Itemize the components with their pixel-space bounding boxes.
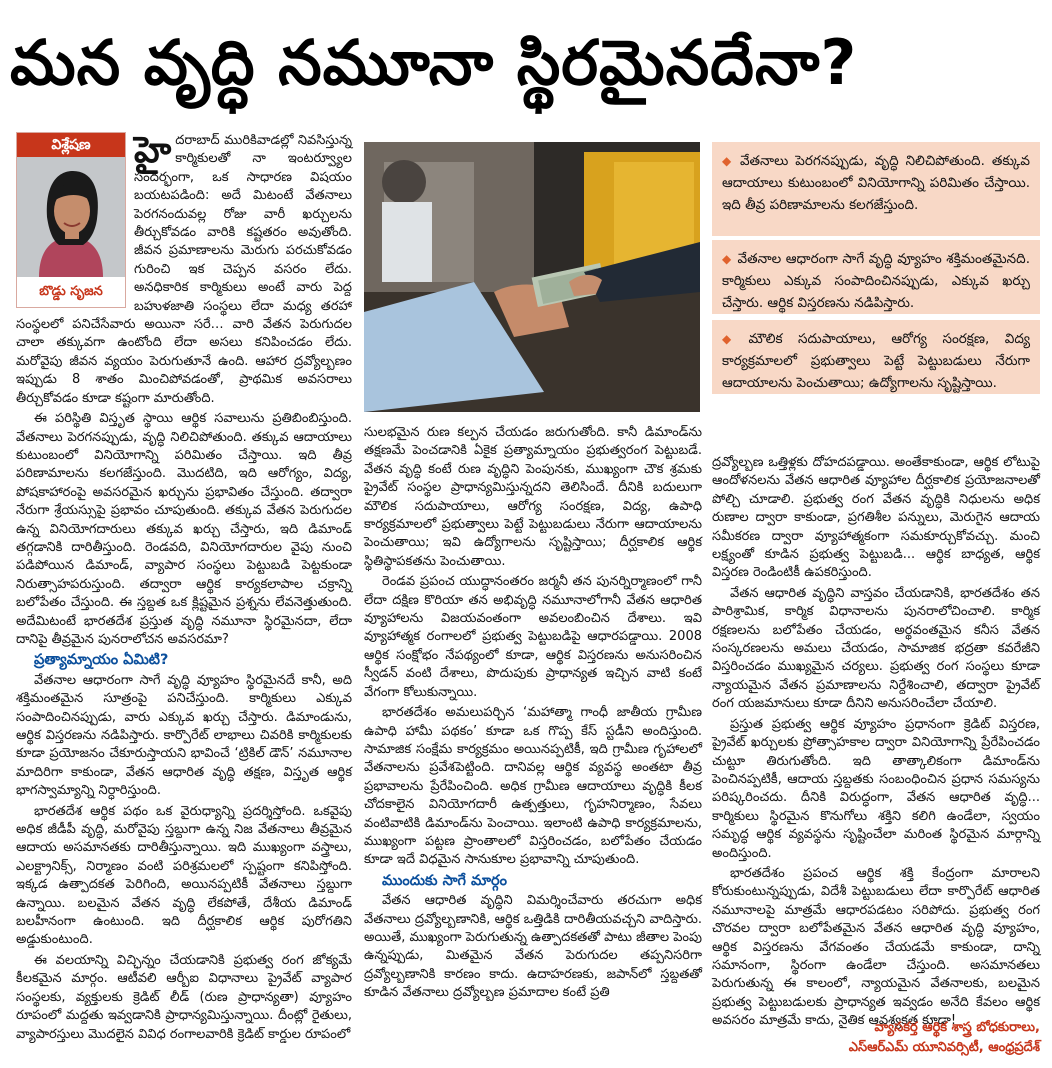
- subheading: ముందుకు సాగే మార్గం: [382, 872, 507, 889]
- author-portrait-icon: [17, 157, 125, 277]
- dropcap: హై: [134, 130, 172, 171]
- article-photo: [364, 142, 700, 412]
- diamond-bullet-icon: ◆: [722, 154, 734, 168]
- paragraph: ఈ పరిస్థితి విస్తృత స్థాయి ఆర్థిక సవాలును ప్రతిబింబిస్తుంది. వేతనాలు పెరగనప్పుడు, వృద్ధి నిలిచిపోతుంది. తక్కువ ఆదాయాలు కుటుంబంలో వినియోగాన్ని పరిమితం చేస్తాయి. ఇది తీవ్ర పరిణామాలను కలగజేస్తుంది. మొదటిది, ఇది ఆరోగ్యం, విద్య, పోషకాహారంపై అవసరమైన ఖర్చును ప్రభావితం చేస్తుంది. తద్వారా నేరుగా శ్రేయస్సుపై ప్రభావం చూపుతుంది. తక్కువ వేతన పెరుగుదల ఉన్న వినియోగదారులు తక్కువ ఖర్చు చేస్తారు, ఇది డిమాండ్ తగ్గడానికి దారితీస్తుంది. రెండవది, వినియోగదారుల వైపు నుంచి పడిపోయిన డిమాండ్, వ్యాపార సంస్థలు పెట్టుబడి పెట్టకుండా నిరుత్సాహపరుస్తుంది. తద్వారా ఆర్థిక కార్యకలాపాల చక్రాన్ని బలోపేతం చేస్తుంది. ఈ స్తబ్దత ఒక క్లిష్టమైన ప్రశ్నను లేవనెత్తుతుంది. అదేమిటంటే భారతదేశ ప్రస్తుత వృద్ధి నమూనా స్థిరమైనదా, లేదా దానిపై తీవ్రమైన పునరాలోచన అవసరమా?: [16, 411, 352, 647]
- paragraph: వేతన ఆధారిత వృద్ధిని విమర్శించేవారు తరచుగా అధిక వేతనాలు ద్రవ్యోల్బణానికి, ఆర్థిక ఒత్తిడికి దారితీయవచ్చని వాదిస్తారు. అయితే, ముఖ్యంగా పెరుగుతున్న ఉత్పాదకతతో పాటు జీతాల పెంపు ఉన్నప్పుడు, మితమైన వేతన పెరుగుదల తప్పనిసరిగా ద్రవ్యోల్బణానికి కారణం కాదు. ఉదాహరణకు, జపాన్‌లో స్తబ్దతతో కూడిన వేతనాలు ద్రవ్యోల్బణ ప్రమాదాల కంటే ప్రతి: [364, 893, 703, 1001]
- paragraph: ద్రవ్యోల్బణ ఒత్తిళ్లకు దోహదపడ్డాయి. అంతేకాకుండా, ఆర్థిక లోటుపై ఆందోళనలను వేతన ఆధారిత వ్యూహాల దీర్ఘకాలిక ప్రయోజనాలతో పోల్చి చూడాలి. ప్రభుత్వ రంగ వేతన వృద్ధికి నిధులను అధిక రుణాల ద్వారా కాకుండా, ప్రగతిశీల పన్నులు, మెరుగైన ఆదాయ సమీకరణ ద్వారా వ్యూహాత్మకంగా సమకూర్చుకోవచ్చు. మంచి లక్ష్యంతో కూడిన ప్రభుత్వ పెట్టుబడి... ఆర్థిక బాధ్యత, ఆర్థిక విస్తరణ రెండింటికీ ఉపకరిస్తుంది.: [712, 455, 1040, 581]
- author-photo: [17, 157, 125, 277]
- highlight-text: వేతనాల ఆధారంగా సాగే వృద్ధి వ్యూహం శక్తిమంతమైనది. కార్మికులు ఎక్కువ సంపాదించినప్పుడు, ఎక్కువ ఖర్చు చేస్తారు. ఆర్థిక విస్తరణను నడిపిస్తారు.: [722, 251, 1030, 311]
- paragraph: వేతన ఆధారిత వృద్ధిని వాస్తవం చేయడానికి, భారతదేశం తన పారిశ్రామిక, కార్మిక విధానాలను పునరాలోచించాలి. కార్మిక రక్షణలను బలోపేతం చేయడం, అర్థవంతమైన కనీస వేతన సంస్కరణలను అమలు చేయడం, సామాజిక భద్రతా కవరేజీని విస్తరించడం ముఖ్యమైన చర్యలు. ప్రభుత్వ రంగ సంస్థలు కూడా న్యాయమైన వేతన ప్రమాణాలను నిర్దేశించాలి, తద్వారా ప్రైవేట్ రంగ యజమానులు కూడా దీనిని అనుసరించేలా చేయాలి.: [712, 585, 1040, 712]
- signature-line: వ్యాసకర్త ఆర్థిక శాస్త్ర బోధకురాలు,: [874, 1020, 1040, 1035]
- cash-handover-photo-icon: [364, 142, 700, 412]
- highlight-text: వేతనాలు పెరగనప్పుడు, వృద్ధి నిలిచిపోతుంది. తక్కువ ఆదాయాలు కుటుంబంలో వినియోగాన్ని పరిమితం చేస్తాయి. ఇది తీవ్ర పరిణామాలను కలగజేస్తుంది.: [722, 153, 1031, 213]
- headline: మన వృద్ధి నమూనా స్థిరమైనదేనా?: [10, 26, 858, 99]
- highlight-box: [712, 142, 1040, 236]
- article-column-1: [16, 132, 352, 1062]
- signature-line: ఎస్‌ఆర్ఎమ్ యూనివర్సిటీ, ఆంధ్రప్రదేశ్: [848, 1040, 1040, 1055]
- highlight-box: [712, 240, 1040, 314]
- section-tag: విశ్లేషణ: [17, 133, 125, 157]
- paragraph: వేతనాల ఆధారంగా సాగే వృద్ధి వ్యూహం స్థిరమైనదే కానీ, అది శక్తిమంతమైన సూత్రంపై పనిచేస్తుంది. కార్మికులు ఎక్కువ సంపాదించినప్పుడు, వారు ఎక్కువ ఖర్చు చేస్తారు. డిమాండును, ఆర్థిక విస్తరణను నడిపిస్తారు. కార్పొరేట్ లాభాలు చివరికి కార్మికులకు కూడా ప్రయోజనం చేకూరుస్తాయని భావించే ‘ట్రికిల్ డౌన్’ నమూనాల మాదిరిగా కాకుండా, వేతన ఆధారిత వృద్ధి తక్షణ, విస్తృత ఆర్థిక భాగస్వామ్యాన్ని నిర్ధారిస్తుంది.: [16, 672, 352, 799]
- diamond-bullet-icon: ◆: [722, 252, 732, 266]
- diamond-bullet-icon: ◆: [722, 332, 743, 346]
- subheading: ప్రత్యామ్నాయం ఏమిటి?: [34, 652, 169, 669]
- paragraph: ఈ వలయాన్ని విచ్ఛిన్నం చేయడానికి ప్రభుత్వ రంగ జోక్యమే కీలకమైన మార్గం. ఆటీవలి ఆర్బీఐ విధానాలు ప్రైవేట్ వ్యాపార సంస్థలకు, వ్యక్తులకు క్రెడిట్ లీడ్ (రుణ ప్రాధాన్యతా) వ్యూహం రూపంలో మద్దతు ఇవ్వడానికి ప్రాధాన్యమిస్తున్నాయి. దీంట్లో రైతులు, వ్యాపారస్తులు మొదలైన వివిధ రంగాలవారికి క్రెడిట్ కార్డుల రూపంలో: [16, 952, 352, 1042]
- highlight-text: మౌలిక సదుపాయాలు, ఆరోగ్య సంరక్షణ, విద్య కార్యక్రమాలలో ప్రభుత్వాలు పెట్టే పెట్టుబడులు నేరుగా ఆదాయాలను పెంచుతాయి; ఉద్యోగాలను సృష్టిస్తాయి.: [722, 331, 1031, 391]
- paragraph-text: దరాబాద్ మురికివాడల్లో నివసిస్తున్న కార్మికులతో నా ఇంటర్వ్యూల సందర్భంగా, ఒక సాధారణ విషయం బయటపడింది: అదే మిటంటే వేతనాలు పెరగనందువల్ల రోజు వారీ ఖర్చులను తీర్చుకోవడం వారికి కష్టతరం అవుతోంది. జీవన ప్రమాణాలను మెరుగు పరచుకోవడం గురించి ఇక చెప్పన వసరం లేదు. అనధికారిక కార్మికులు అంటే వారు పెద్ద బహుళజాతి సంస్థలు లేదా మధ్య తరహా సంస్థలలో పనిచేసేవారు అయినా సరే… వారి వేతన పెరుగుదల చాలా తక్కువగా ఉంటోంది లేదా అసలు కనిపించడం లేదు. మరోవైపు జీవన వ్యయం పెరుగుతూనే ఉంది. ఆహార ద్రవ్యోల్బణం ఇప్పుడు 8 శాతం మించిపోవడంతో, ప్రాథమిక అవసరాలు తీర్చుకోవడం కూడా కష్టంగా మారుతోంది.: [16, 133, 352, 406]
- paragraph: భారతదేశం అమలుపర్చిన ‘మహాత్మా గాంధీ జాతీయ గ్రామీణ ఉపాధి హామీ పథకం’ కూడా ఒక గొప్ప కేస్ స్టడీని అందిస్తుంది. సామాజిక సంక్షేమ కార్యక్రమం అయినప్పటికీ, ఇది గ్రామీణ గృహాలలో వేతనాలను ప్రవేశపెట్టింది. దానివల్ల ఆర్థిక వ్యవస్థ అంతటా తీవ్ర ప్రభావాలను ప్రేరేపించింది. అధిక గ్రామీణ ఆదాయాలు వృద్ధికి కీలక చోదకాలైన వినియోగదారీ ఉత్పత్తులు, గృహనిర్మాణం, సేవలు వంటివాటికి డిమాండ్‌ను పెంచాయి. ఇలాంటి ఉపాధి కార్యక్రమాలను, ముఖ్యంగా పట్టణ ప్రాంతాలలో విస్తరించడం, బలోపేతం చేయడం కూడా ఇదే విధమైన సానుకూల ప్రభావాన్ని చూపుతుంది.: [364, 705, 702, 868]
- paragraph: రెండవ ప్రపంచ యుద్ధానంతరం జర్మనీ తన పునర్నిర్మాణంలో గానీ లేదా దక్షిణ కొరియా తన అభివృద్ధి నమూనాలోగానీ వేతన ఆధారిత వ్యూహాలను విజయవంతంగా అవలంబించిన దేశాలు. ఇవి వ్యూహాత్మక రంగాలలో ప్రభుత్వ పెట్టుబడిపై ఆధారపడ్డాయి. 2008 ఆర్థిక సంక్షోభం నేపథ్యంలో కూడా, ఆర్థిక విస్తరణను అనుసరించిన స్వీడన్ వంటి దేశాలు, పొదుపుకు ప్రాధాన్యత ఇచ్చిన వాటి కంటే వేగంగా కోలుకున్నాయి.: [364, 574, 702, 700]
- author-signature: [712, 1018, 1040, 1058]
- paragraph: ప్రస్తుత ప్రభుత్వ ఆర్థిక వ్యూహం ప్రధానంగా క్రెడిట్ విస్తరణ, ప్రైవేట్ ఖర్చులకు ప్రోత్సాహకాల ద్వారా వినియోగాన్ని ప్రేరేపించడం చుట్టూ తిరుగుతోంది. ఇది తాత్కాలికంగా డిమాండ్‌ను పెంచినప్పటికీ, ఆదాయ స్తబ్దతకు సంబంధించిన ప్రధాన సమస్యను పరిష్కరించదు. దీనికి విరుద్ధంగా, వేతన ఆధారిత వృద్ధి... కార్మికులు స్థిరమైన కొనుగోలు శక్తిని కలిగి ఉండేలా, స్వయం సమృద్ధ ఆర్థిక వ్యవస్థను సృష్టించేలా మరింత స్థిరమైన మార్గాన్ని అందిస్తుంది.: [712, 716, 1040, 861]
- article-column-2: [364, 424, 702, 1060]
- paragraph: భారతదేశం ప్రపంచ ఆర్థిక శక్తి కేంద్రంగా మారాలని కోరుకుంటున్నప్పుడు, విదేశీ పెట్టుబడులు లేదా కార్పొరేట్ ఆధారిత నమూనాలపై మాత్రమే ఆధారపడటం సరిపోదు. ప్రభుత్వ రంగ చొరవల ద్వారా బలోపేతమైన వేతన ఆధారిత వృద్ధి వ్యూహం, ఆర్థిక విస్తరణను వేగవంతం చేయడమే కాకుండా, దాన్ని సమానంగా, స్థిరంగా ఉండేలా చేస్తుంది. అసమానతలు పెరుగుతున్న ఈ కాలంలో, న్యాయమైన వేతనాలకు, బలమైన ప్రభుత్వ పెట్టుబడులకు ప్రాధాన్యత ఇవ్వడం అనేది కేవలం ఆర్థిక అవసరం మాత్రమే కాదు, నైతిక ఆవశ్యకత కూడా!: [712, 865, 1040, 1029]
- author-name: బొడ్డు సృజన: [39, 284, 103, 299]
- paragraph: సులభమైన రుణ కల్పన చేయడం జరుగుతోంది. కానీ డిమాండ్‌ను తక్షణమే పెంచడానికి ఏకైక ప్రత్యామ్నాయం ప్రభుత్వరంగ పెట్టుబడే. వేతన వృద్ధి కంటే రుణ వృద్ధిని పెంపునకు, ముఖ్యంగా చౌక శ్రమకు ప్రైవేట్ సంస్థల ప్రాధాన్యమిస్తున్నదని తెలిసిందే. దీనికి బదులుగా మౌలిక సదుపాయాలు, ఆరోగ్య సంరక్షణ, విద్య, ఉపాధి కార్యక్రమాలలో ప్రభుత్వాలు పెట్టే పెట్టుబడులు నేరుగా ఆదాయాలను పెంచుతాయి; ఇవి ఉద్యోగాలను సృష్టిస్తాయి; దీర్ఘకాలిక ఆర్థిక స్థితిస్థాపకతను పెంచుతాయి.: [364, 425, 702, 569]
- author-card: [16, 132, 126, 308]
- highlight-box: [712, 320, 1040, 394]
- paragraph: భారతదేశ ఆర్థిక పథం ఒక వైరుధ్యాన్ని ప్రదర్శిస్తోంది. ఒకవైపు అధిక జీడీపీ వృద్ధి, మరోవైపు స్తబ్దుగా ఉన్న నిజ వేతనాలు తీవ్రమైన ఆదాయ అసమానతకు దారితీస్తున్నాయి. ఇది ముఖ్యంగా వస్త్రాలు, ఎలక్ట్రానిక్స్, నిర్మాణం వంటి పరిశ్రమలలో స్పష్టంగా కనిపిస్తోంది. ఇక్కడ ఉత్పాదకత పెరిగింది, అయినప్పటికీ వేతనాలు స్తబ్దుగా ఉన్నాయి. బలమైన వేతన వృద్ధి లేకపోతే, దేశీయ డిమాండ్ బలహీనంగా ఉంటుంది. ఇది దీర్ఘకాలిక ఆర్థిక పురోగతిని అడ్డుకుంటుంది.: [16, 803, 352, 948]
